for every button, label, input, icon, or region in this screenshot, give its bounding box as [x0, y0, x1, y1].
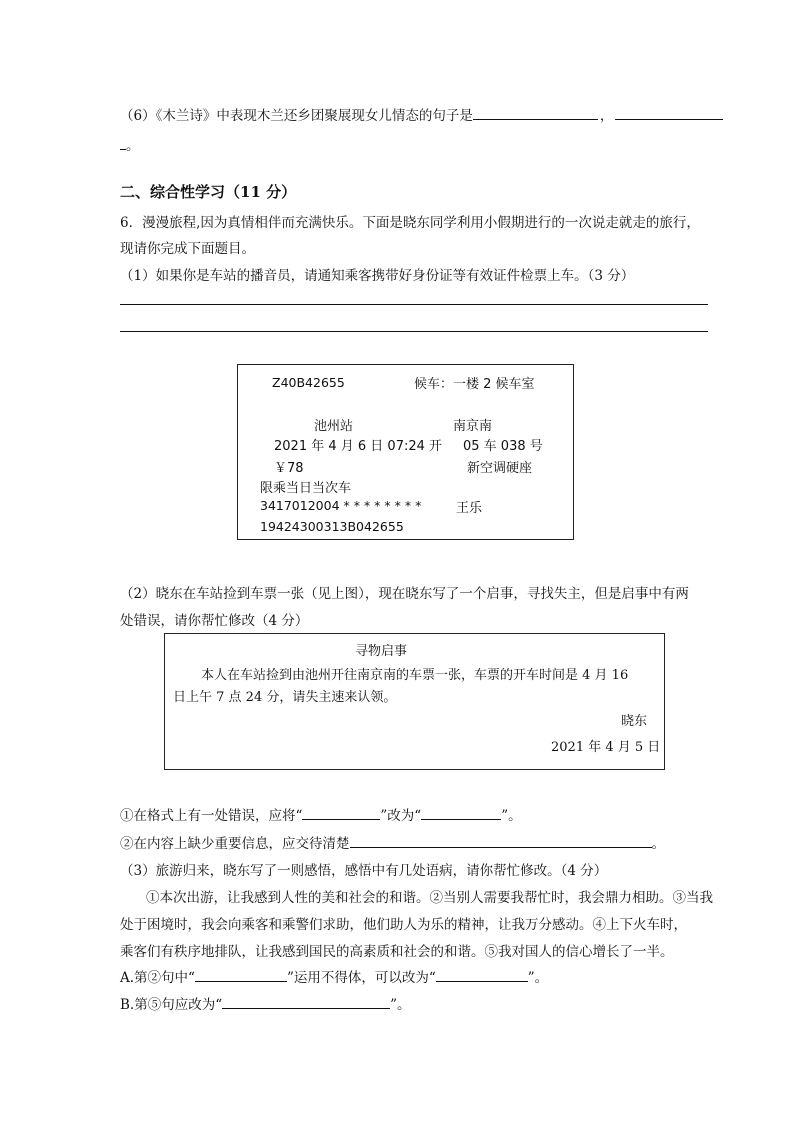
ticket-passenger-name: 王乐 — [456, 501, 483, 516]
ticket-serial: 19424300313B042655 — [260, 519, 404, 534]
ticket-from-station: 池州站 — [314, 419, 354, 434]
answer-line[interactable] — [120, 304, 708, 305]
ticket-id-number: 3417012004 * * * * * * * * — [260, 498, 422, 513]
ticket-waiting-room: 候车：一楼 2 候车室 — [414, 377, 535, 392]
q6-poem-sep: ， — [599, 108, 614, 124]
notice-title: 寻物启事 — [355, 644, 408, 659]
answer-blank[interactable] — [421, 805, 501, 820]
option-b-end: ”。 — [390, 997, 411, 1013]
answer-line[interactable] — [120, 331, 708, 332]
notice-date: 2021 年 4 月 5 日 — [551, 740, 661, 755]
option-a-end: ”。 — [527, 970, 549, 986]
q6-intro-line1: 6．漫漫旅程,因为真情相伴而充满快乐。下面是晓东同学利用小假期进行的一次说走就走的旅行， — [120, 215, 700, 231]
q6-part2-line1: （2）晓东在车站捡到车票一张（见上图），现在晓东写了一个启事，寻找失主，但是启事中有两 — [120, 586, 689, 602]
option-b-prefix: B.第⑤句应改为“ — [120, 997, 223, 1013]
blank2-prefix: ②在内容上缺少重要信息，应交待清楚 — [120, 836, 350, 852]
answer-blank[interactable] — [222, 994, 390, 1009]
q6-part3: （3）旅游归来，晓东写了一则感悟，感悟中有几处语病，请你帮忙修改。（4 分） — [120, 863, 608, 879]
answer-blank[interactable] — [615, 105, 723, 120]
answer-blank[interactable] — [302, 805, 380, 820]
answer-blank[interactable] — [436, 967, 528, 982]
ticket-code: Z40B42655 — [272, 375, 345, 390]
notice-signature: 晓东 — [621, 714, 648, 729]
passage-line2: 处于困境时，我会向乘客和乘警们求助，他们助人为乐的精神，让我万分感动。④上下火车时， — [120, 917, 687, 933]
ticket-datetime: 2021 年 4 月 6 日 07:24 开 — [274, 439, 443, 454]
blank2-end: 。 — [651, 836, 665, 852]
ticket-price: ￥78 — [274, 461, 304, 476]
q6-poem-text: （6）《木兰诗》中表现木兰还乡团聚展现女儿情态的句子是 — [120, 108, 473, 124]
passage-line3: 乘客们有秩序地排队，让我感到国民的高素质和社会的和谐。⑤我对国人的信心增长了一半。 — [120, 944, 674, 960]
q6-poem-line2 — [120, 134, 140, 154]
q6-intro-line2: 现请你完成下面题目。 — [120, 241, 255, 257]
option-a-prefix: A.第②句中“ — [120, 970, 195, 986]
blank1-line — [120, 804, 522, 824]
q6-part1: （1）如果你是车站的播音员，请通知乘客携带好身份证等有效证件检票上车。（3 分） — [120, 268, 635, 284]
train-ticket — [237, 364, 574, 540]
q6-poem-end: 。 — [126, 138, 140, 154]
notice-body-line1: 本人在车站捡到由池州开往南京南的车票一张，车票的开车时间是 4 月 16 — [201, 668, 629, 683]
option-a-line — [120, 966, 548, 986]
option-a-middle: ”运用不得体，可以改为“ — [286, 970, 436, 986]
notice-body-line2: 日上午 7 点 24 分，请失主速来认领。 — [173, 690, 397, 705]
blank1-middle: ”改为“ — [380, 808, 422, 824]
answer-blank[interactable] — [473, 105, 598, 120]
passage-line1: ①本次出游，让我感到人性的美和社会的和谐。②当别人需要我帮忙时，我会鼎力相助。③当我 — [146, 890, 713, 906]
ticket-to-station: 南京南 — [453, 419, 493, 434]
ticket-seat: 05 车 038 号 — [463, 439, 543, 454]
q6-poem-line — [120, 104, 723, 124]
blank1-prefix: ①在格式上有一处错误，应将“ — [120, 808, 303, 824]
answer-blank[interactable] — [195, 967, 287, 982]
ticket-seat-type: 新空调硬座 — [467, 461, 533, 476]
blank1-end: ”。 — [501, 808, 522, 824]
answer-blank[interactable] — [350, 833, 652, 848]
lost-notice — [164, 633, 665, 770]
option-b-line — [120, 993, 411, 1013]
q6-part2-line2: 处错误，请你帮忙修改（4 分） — [120, 613, 309, 629]
blank2-line — [120, 832, 665, 852]
section-heading: 二、综合性学习（11 分） — [120, 183, 297, 201]
ticket-limit: 限乘当日当次车 — [260, 481, 352, 496]
